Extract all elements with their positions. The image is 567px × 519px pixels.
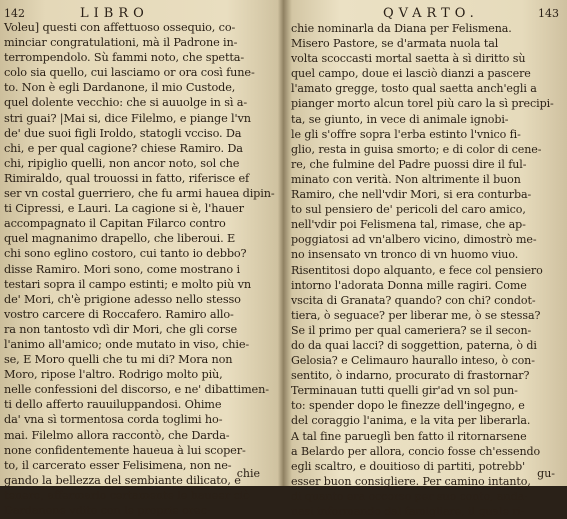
text-line: Gelosia? e Celimauro haurallo inteso, ò con- bbox=[291, 354, 535, 368]
text-line: Voleu] questi con affettuoso ossequio, co- bbox=[4, 21, 236, 34]
text-line: vostro carcere di Roccafero. Ramiro allo- bbox=[4, 307, 234, 321]
text-line: le gli s'offre sopra l'erba estinto l'vnico fi- bbox=[291, 127, 521, 141]
text-line: colo sia quello, cui lasciamo or ora così fune- bbox=[4, 66, 255, 80]
left-page-number: 142 bbox=[4, 7, 25, 20]
text-line: testari sopra il campo estinti; e molto più vn bbox=[4, 277, 251, 291]
text-line: tenero, affermarlo certamente le haueer ciò bbox=[4, 488, 250, 502]
text-line: intorno l'adorata Donna mille ragiri. Come bbox=[291, 278, 527, 292]
text-line: terrompendolo. Sù fammi noto, che spetta- bbox=[4, 51, 244, 65]
text-line: Risentitosi dopo alquanto, e fece col pensiero bbox=[291, 263, 543, 277]
text-line: esser buon consigliere. Per camino intanto, bbox=[291, 474, 531, 488]
right-page-number: 143 bbox=[538, 7, 559, 20]
text-line: di quanto era occorso per suo conto, anda- bbox=[291, 489, 528, 503]
text-line: egli scaltro, e douitioso di partiti, potrebb' bbox=[291, 459, 526, 473]
text-line: mai. Filelmo allora raccontò, che Darda- bbox=[4, 428, 230, 442]
text-line: disse Ramiro. Mori sono, come mostrano i bbox=[4, 262, 240, 276]
text-line: Ramiro, che nell'vdir Mori, si era conturba- bbox=[291, 188, 532, 202]
text-line: Se il primo per qual cameriera? se il secon- bbox=[291, 323, 532, 337]
text-line: l'amato gregge, tosto qual saetta anch'egli a bbox=[291, 82, 537, 96]
text-line: l'animo all'amico; onde mutato in viso, chie- bbox=[4, 337, 250, 351]
text-line: stri guai? |Mai si, dice Filelmo, e piange l'vn bbox=[4, 111, 251, 125]
text-line: Moro, ripose l'altro. Rodrigo molto più, bbox=[4, 368, 223, 382]
text-line: to: spender dopo le finezze dell'ingegno, e bbox=[291, 399, 525, 413]
text-line: minato con verità. Non altrimente il buon bbox=[291, 172, 521, 186]
text-line: quel campo, doue ei lasciò dianzi a pascere bbox=[291, 67, 531, 81]
text-line: volta scoccasti mortal saetta à sì diritto sù bbox=[291, 52, 526, 66]
text-line: nelle confessioni del discorso, e ne' dibattimen- bbox=[4, 383, 269, 397]
text-line: chi, ripiglio quelli, non ancor noto, sol che bbox=[4, 156, 240, 170]
left-catchword: chie bbox=[236, 467, 260, 480]
right-catchword: gu- bbox=[537, 467, 555, 480]
right-page bbox=[285, 0, 567, 518]
right-page-text bbox=[291, 21, 555, 519]
text-line: nell'vdir poi Felismena tal, rimase, che ap- bbox=[291, 218, 526, 232]
left-page-text bbox=[4, 20, 274, 518]
text-line: ti Cipressi, e Lauri. La cagione si è, l'hauer bbox=[4, 202, 244, 216]
text-line: poggiatosi ad vn'albero vicino, dimostrò me- bbox=[291, 233, 537, 247]
text-line: chie nominarla da Diana per Felismena. bbox=[291, 22, 512, 35]
text-line: none confidentemente haueua à lui scoper- bbox=[4, 443, 246, 457]
text-line: de' due suoi figli Iroldo, statogli vcciso. Da bbox=[4, 126, 242, 140]
text-line: Dardanone vdito con le proprie orec- bbox=[4, 504, 211, 517]
text-line: vscita di Granata? quando? con chi? condot- bbox=[291, 293, 536, 307]
text-line: glio, resta in guisa smorto; e di color di cene- bbox=[291, 142, 542, 156]
text-line: ra non tantosto vdì dir Mori, che gli corse bbox=[4, 322, 237, 336]
text-line: minciar congratulationi, mà il Padrone in- bbox=[4, 36, 238, 50]
text-line: Rimiraldo, qual trouossi in fatto, riferisce ef bbox=[4, 171, 250, 185]
text-line: de' Mori, ch'è prigione adesso nello stesso bbox=[4, 292, 241, 306]
text-line: Misero Pastore, se d'armata nuola tal bbox=[291, 37, 499, 51]
text-line: to, il carcerato esser Felisimena, non ne- bbox=[4, 458, 232, 472]
text-line: a Belardo per allora, concio fosse ch'essendo bbox=[291, 444, 541, 458]
text-line: ta, se giunto, in vece di animale ignobi- bbox=[291, 112, 509, 126]
text-line: accompagnato il Capitan Filarco contro bbox=[4, 217, 226, 231]
text-line: tiera, ò seguace? per liberar me, ò se stessa? bbox=[291, 308, 541, 322]
text-line: no insensato vn tronco di vn huomo viuo. bbox=[291, 248, 519, 262]
text-line: da' vna sì tormentosa corda toglimi ho- bbox=[4, 413, 223, 427]
text-line: se, E Moro quelli che tu mi di? Mora non bbox=[4, 353, 233, 367]
text-line: gando la bellezza del sembiante dilicato, e bbox=[4, 473, 241, 487]
text-line: to. Non è egli Dardanone, il mio Custode, bbox=[4, 81, 236, 95]
text-line: del coraggio l'anima, e la vita per liberarla. bbox=[291, 414, 531, 428]
text-line: ti dello afferto rauuiluppandosi. Ohime bbox=[4, 398, 222, 412]
right-running-title: QVARTO. bbox=[383, 6, 479, 21]
text-line: pianger morto alcun torel più caro la sì precipi- bbox=[291, 97, 554, 111]
text-line: uasi informando dal famigliare, il quale ri- bbox=[291, 505, 525, 518]
left-page bbox=[0, 0, 282, 517]
text-line: Terminauan tutti quelli gir'ad vn sol pun- bbox=[291, 384, 518, 398]
text-line: quel magnanimo drapello, che liberoui. E bbox=[4, 232, 236, 246]
text-line: do da quai lacci? di soggettion, paterna, ò di bbox=[291, 338, 537, 352]
text-line: sentito, ò indarno, procurato di frastornar? bbox=[291, 369, 530, 383]
text-line: chi sono eglino costoro, cui tanto io debbo? bbox=[4, 247, 247, 261]
text-line: A tal fine parueglì ben fatto il ritornarsene bbox=[291, 429, 527, 443]
left-running-title: LIBRO bbox=[80, 6, 149, 21]
text-line: chi, e per qual cagione? chiese Ramiro. Da bbox=[4, 141, 243, 155]
text-line: quel dolente vecchio: che si auuolge in sì a- bbox=[4, 96, 248, 110]
text-line: re, che fulmine del Padre puossi dire il ful- bbox=[291, 157, 527, 171]
text-line: ser vn costal guerriero, che fu armi hauea dipin- bbox=[4, 187, 275, 201]
text-line: to sul pensiero de' pericoli del caro amico, bbox=[291, 203, 526, 217]
